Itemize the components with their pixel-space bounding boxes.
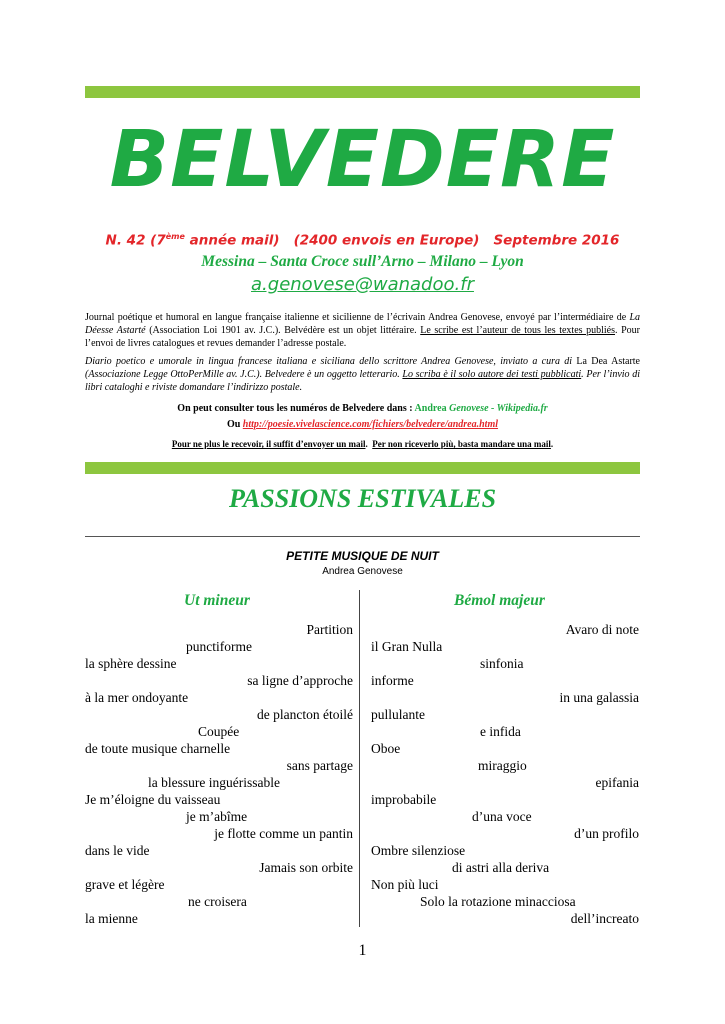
ou-text: Ou [226, 419, 243, 430]
verse-line: Coupée [198, 724, 240, 739]
email-link[interactable]: a.genovese@wanadoo.fr [251, 274, 474, 295]
middle-green-bar [85, 462, 640, 474]
archive-url-link[interactable]: http://poesie.vivelascience.com/fichiers/belvedere/andrea.html [242, 419, 499, 430]
verse-line: sinfonia [480, 656, 524, 671]
verse-line: Avaro di note [565, 622, 639, 637]
issue-superscript: ème [165, 232, 185, 241]
page-number: 1 [358, 942, 367, 959]
verse-line: Jamais son orbite [259, 860, 353, 875]
issue-date: Septembre 2016 [493, 232, 620, 249]
verse-line: la mienne [85, 911, 138, 926]
intro-it-underlined: Lo scriba è il solo autore dei testi pubblicati [402, 369, 582, 380]
intro-fr-publisher: La Déesse Astarté [85, 312, 640, 336]
column-divider [359, 590, 360, 927]
intro-it-text-1: Diario poetico e umorale in lingua francese italiana e siciliana dello scrittore Andrea Genovese, inviato a cura di [85, 356, 577, 367]
intro-it-publisher: La Dea Astarte [576, 356, 640, 367]
verse-line: grave et légère [85, 877, 165, 892]
unsubscribe-french-link[interactable]: Pour ne plus le recevoir, il suffit d’envoyer un mail [171, 439, 366, 449]
intro-italian [85, 355, 640, 394]
wikipedia-link-part1[interactable]: Andrea [414, 403, 450, 414]
verse-line: improbabile [371, 792, 437, 807]
verse-line: epifania [595, 775, 639, 790]
issue-number: N. 42 (7 [105, 232, 166, 249]
verse-line: dans le vide [85, 843, 150, 858]
verse-line: Je m’éloigne du vaisseau [85, 792, 221, 807]
intro-french [85, 311, 640, 350]
verse-line: e infida [480, 724, 521, 739]
poem-author: Andrea Genovese [322, 566, 403, 577]
top-green-bar [85, 86, 640, 98]
verse-line: je flotte comme un pantin [214, 826, 353, 841]
consult-line [85, 402, 640, 415]
intro-fr-underlined: Le scribe est l’auteur de tous les textes publiés [420, 325, 616, 336]
verse-line: dell’increato [570, 911, 639, 926]
verse-line: Solo la rotazione minacciosa [420, 894, 576, 909]
unsubscribe-italian-link[interactable]: Per non riceverlo più, basta mandare una mail [372, 439, 551, 449]
left-column-heading: Ut mineur [184, 592, 250, 609]
verse-line: la sphère dessine [85, 656, 177, 671]
verse-line: je m’abîme [186, 809, 248, 824]
poem-title: PETITE MUSIQUE DE NUIT [286, 549, 439, 563]
intro-fr-text-1: Journal poétique et humoral en langue française italienne et sicilienne de l’écrivain Andrea Genovese, envoyé par l’intermédiaire de [85, 312, 630, 323]
issue-year: année mail) [184, 232, 280, 249]
verse-line: di astri alla deriva [452, 860, 550, 875]
wikipedia-link-part2[interactable]: Genovese - Wikipedia.fr [449, 403, 548, 414]
cities-line: Messina – Santa Croce sull’Arno – Milano – Lyon [201, 253, 524, 270]
verse-line: informe [371, 673, 414, 688]
verse-line: Partition [306, 622, 353, 637]
consult-text: On peut consulter tous les numéros de Belvedere dans : [177, 403, 415, 414]
verse-line: punctiforme [186, 639, 252, 654]
verse-line: sa ligne d’approche [247, 673, 353, 688]
verse-line: Oboe [371, 741, 401, 756]
issue-sends: (2400 envois en Europe) [293, 232, 480, 249]
masthead-title: BELVEDERE [109, 115, 616, 205]
intro-fr-text-2: (Association Loi 1901 av. J.C.). Belvédère est un objet littéraire. [145, 325, 421, 336]
verse-line: in una galassia [559, 690, 639, 705]
verse-line: ne croisera [188, 894, 247, 909]
intro-it-text-3: . Per l’invio di libri cataloghi e riviste domandare l’indirizzo postale. [85, 369, 640, 393]
verse-line: pullulante [371, 707, 425, 722]
intro-it-text-2: (Associazione Legge OttoPerMille av. J.C.). Belvedere è un oggetto letterario. [85, 369, 403, 380]
verse-line: de plancton étoilé [257, 707, 353, 722]
verse-line: d’una voce [472, 809, 532, 824]
verse-line: miraggio [478, 758, 527, 773]
section-rule [85, 536, 640, 537]
verse-line: de toute musique charnelle [85, 741, 231, 756]
verse-line: Ombre silenziose [371, 843, 466, 858]
verse-line: sans partage [286, 758, 353, 773]
section-title: PASSIONS ESTIVALES [228, 484, 497, 513]
verse-line: à la mer ondoyante [85, 690, 189, 705]
verse-line: Non più luci [371, 877, 439, 892]
issue-line [85, 232, 640, 249]
right-column-heading: Bémol majeur [454, 592, 545, 609]
verse-line: il Gran Nulla [371, 639, 443, 654]
unsubscribe-line: Pour ne plus le recevoir, il suffit d’envoyer un mail. Per non riceverlo più, basta mandare una mail. [171, 439, 554, 449]
intro-fr-text-3: . Pour l’envoi de livres catalogues et revues demander l’adresse postale. [85, 325, 640, 349]
verse-line: la blessure inguérissable [148, 775, 280, 790]
url-line [85, 418, 640, 431]
verse-line: d’un profilo [574, 826, 639, 841]
